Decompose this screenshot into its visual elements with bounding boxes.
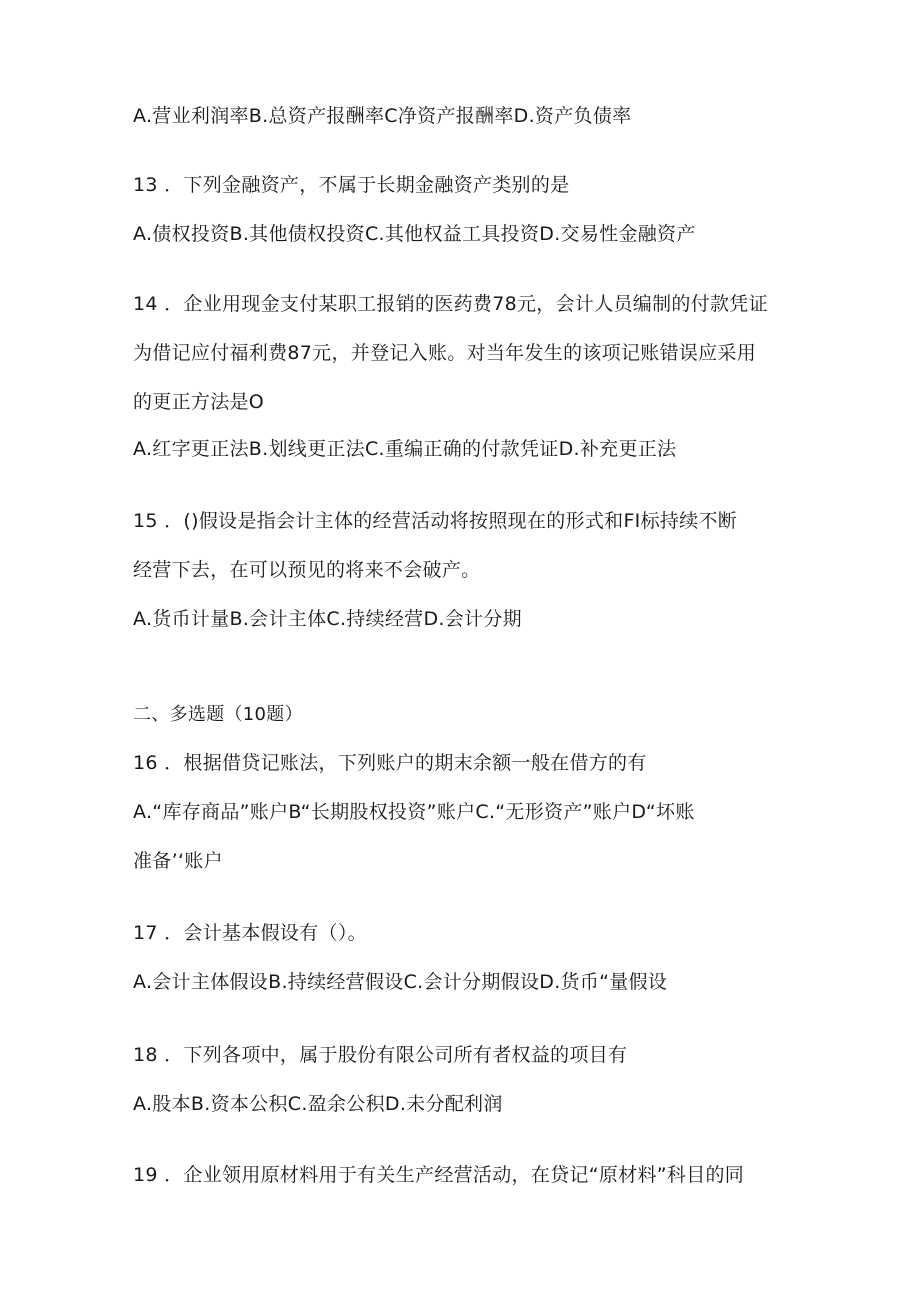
q15-options: A.货币计量B.会计主体C.持续经营D.会计分期 [133,608,522,630]
q14-stem-line-3: 的更正方法是O [133,391,265,413]
q13-options: A.债权投资B.其他债权投资C.其他权益工具投资D.交易性金融资产 [133,223,696,245]
q16-options-line-1: A.“库存商品”账户B“长期股权投资”账户C.“无形资产”账户D“坏账 [133,801,695,823]
q15-stem-line-1: 15 ．()假设是指会计主体的经营活动将按照现在的形式和FI标持续不断 [133,510,738,532]
q17-stem: 17 ．会计基本假设有（）。 [133,922,367,944]
q18-stem: 18 ．下列各项中，属于股份有限公司所有者权益的项目有 [133,1044,628,1066]
q13-stem: 13 ．下列金融资产，不属于长期金融资产类别的是 [133,174,570,196]
q16-options-line-2: 准备’‘账户 [133,850,223,872]
q12-options: A.营业利润率B.总资产报酬率C净资产报酬率D.资产负债率 [133,105,632,127]
q14-stem-line-2: 为借记应付福利费87元，并登记入账。对当年发生的该项记账错误应采用 [133,342,757,364]
q15-stem-line-2: 经营下去，在可以预见的将来不会破产。 [133,559,481,581]
section-heading: 二、多选题（10题） [133,704,303,725]
q19-stem: 19 ．企业领用原材料用于有关生产经营活动，在贷记“原材料”科目的同 [133,1164,745,1186]
q16-stem: 16 ．根据借贷记账法，下列账户的期末余额一般在借方的有 [133,752,647,774]
q18-options: A.股本B.资本公积C.盈余公积D.未分配利润 [133,1093,503,1115]
q17-options: A.会计主体假设B.持续经营假设C.会计分期假设D.货币“量假设 [133,971,668,993]
q14-stem-line-1: 14 ．企业用现金支付某职工报销的医药费78元，会计人员编制的付款凭证 [133,293,768,315]
q14-options: A.红字更正法B.划线更正法C.重编正确的付款凭证D.补充更正法 [133,438,677,460]
